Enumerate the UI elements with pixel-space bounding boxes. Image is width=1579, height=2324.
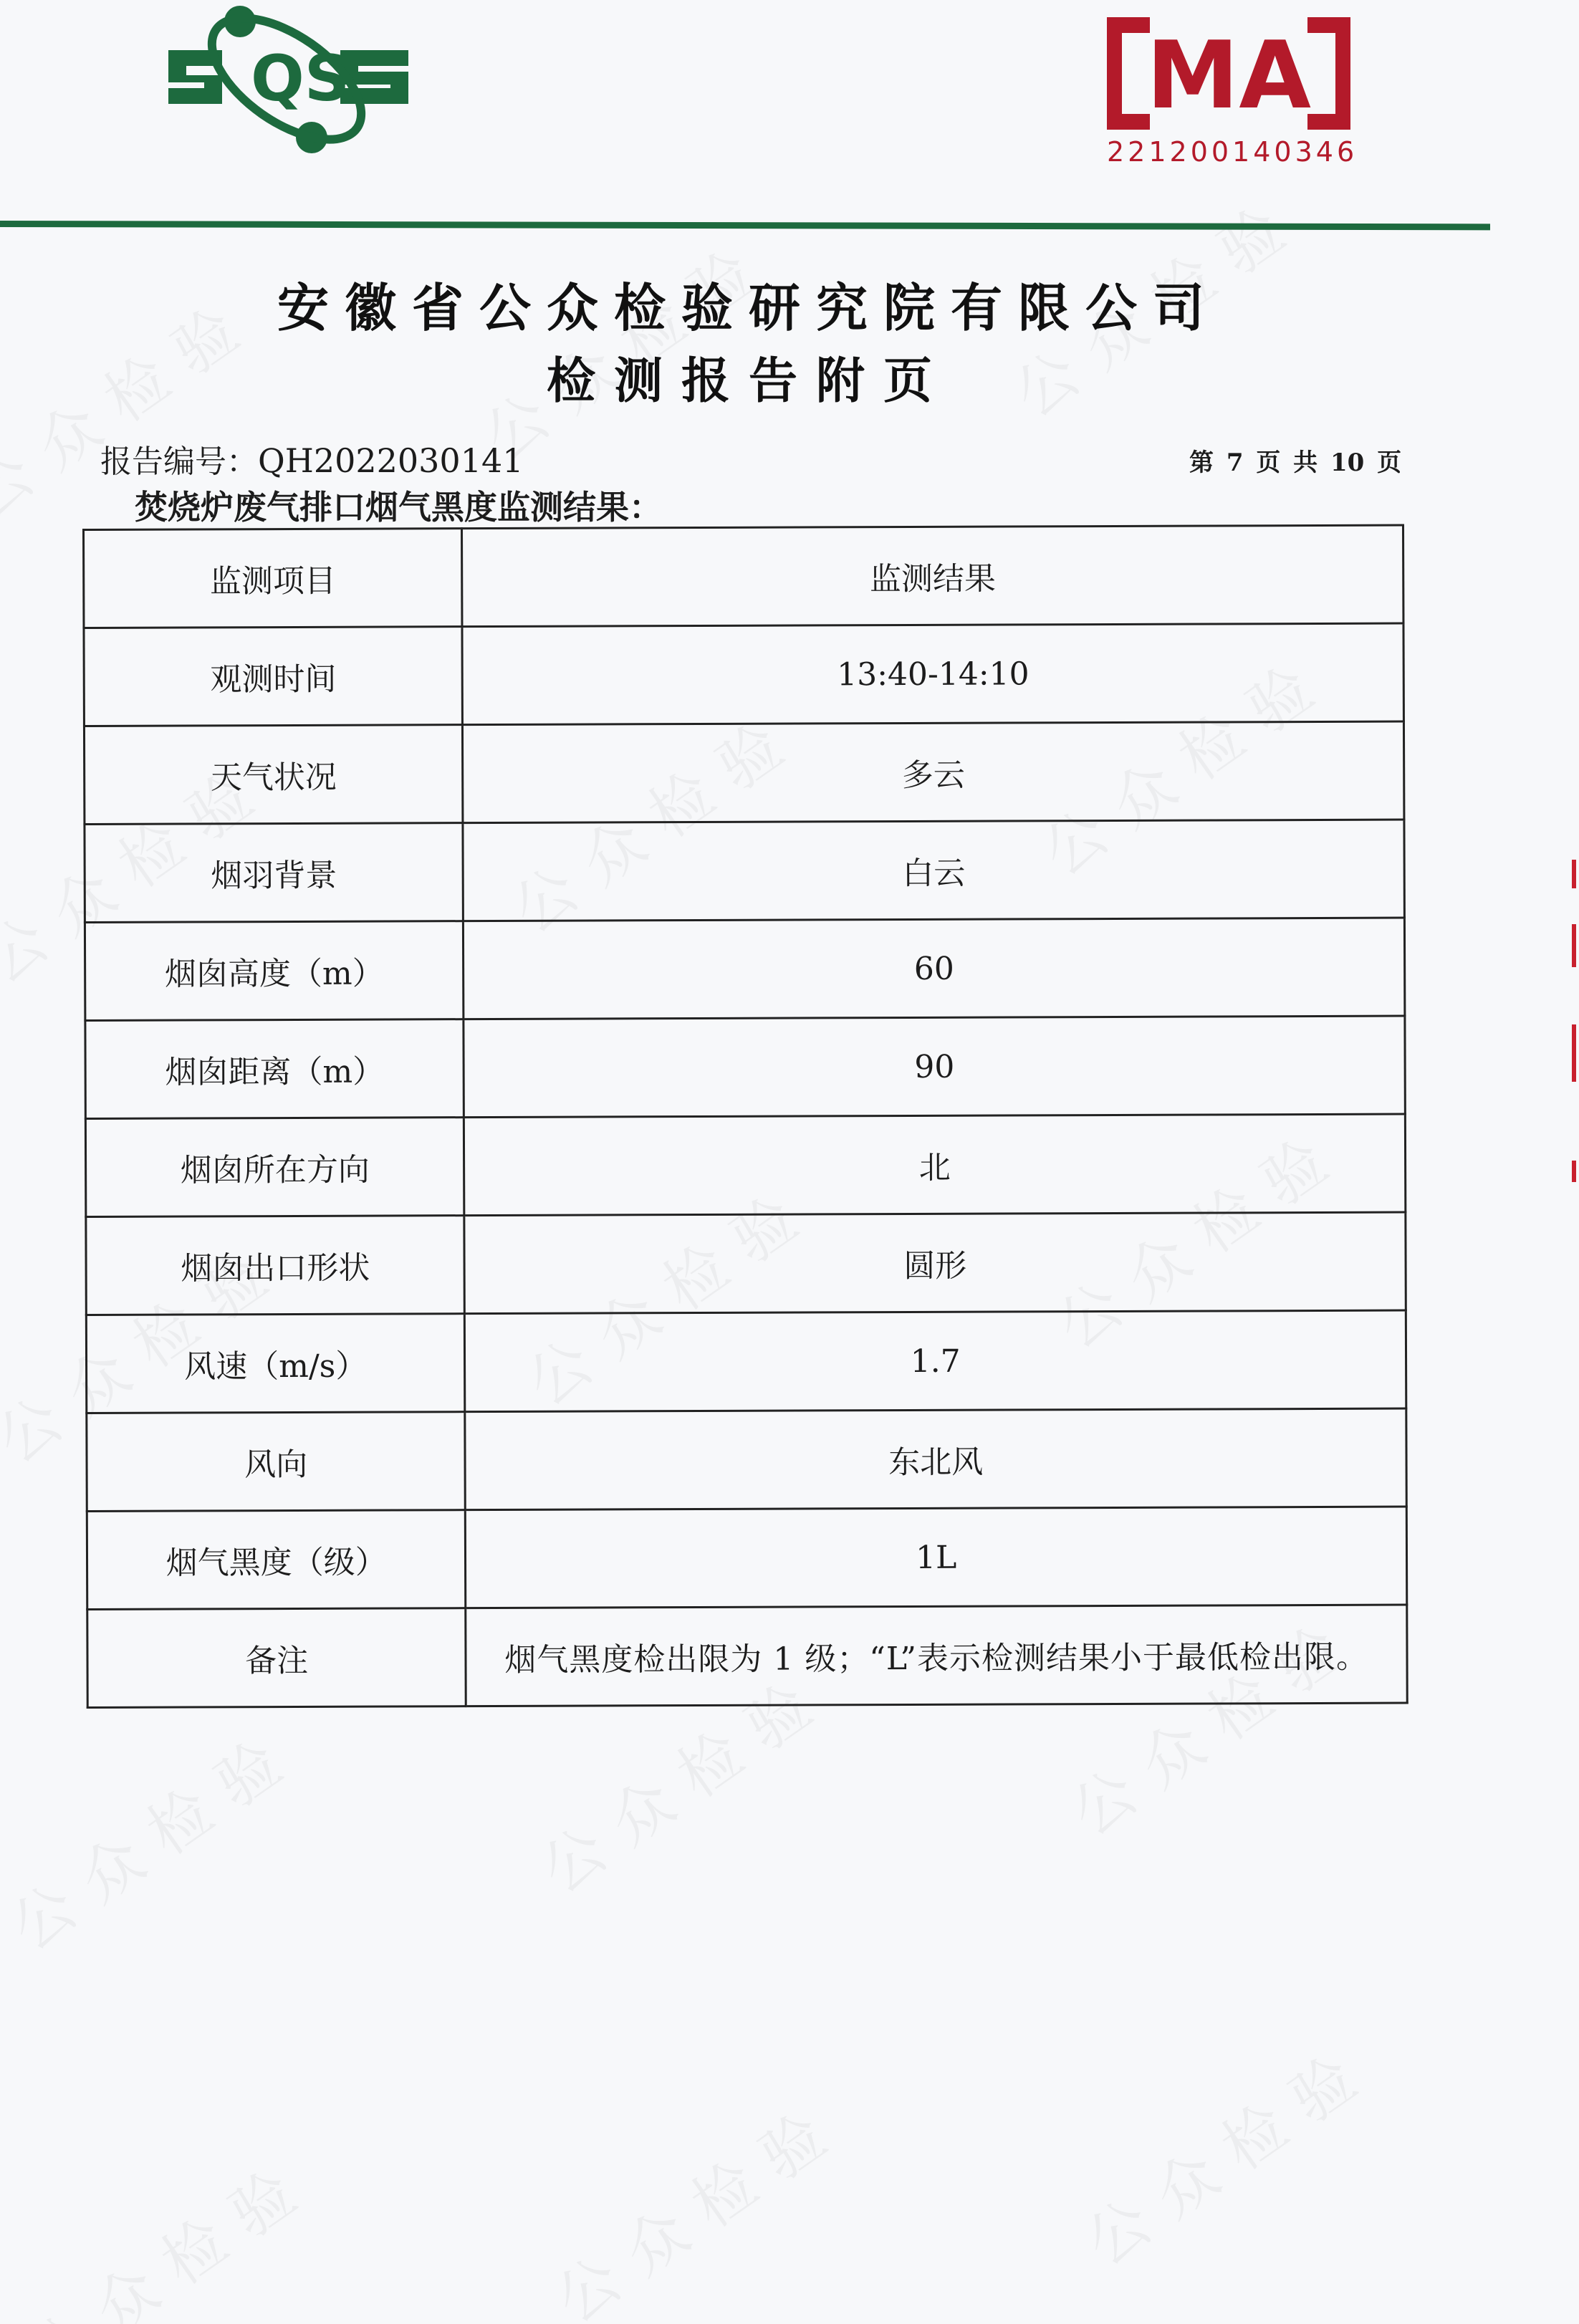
table-row (84, 623, 1403, 726)
table-row (84, 721, 1403, 824)
table-row (84, 525, 1403, 628)
table-row (85, 820, 1404, 922)
report-subtitle: 检测报告附页 (546, 353, 951, 410)
header-divider (0, 221, 1490, 230)
watermark-text (0, 1704, 314, 1967)
cma-seal-icon (1107, 7, 1350, 136)
row-value: 多云 (463, 721, 1404, 823)
table-row (87, 1605, 1407, 1707)
row-label: 烟囱所在方向 (85, 1118, 464, 1217)
report-number-label: 报告编号： (100, 443, 258, 480)
watermark-text (534, 2076, 858, 2324)
section-title: 焚烧炉废气排口烟气黑度监测结果： (135, 488, 662, 527)
table-row (86, 1212, 1406, 1315)
row-value: 东北风 (465, 1408, 1406, 1510)
row-label: 烟囱距离（m） (85, 1019, 464, 1119)
row-value: 白云 (463, 820, 1404, 921)
watermark-text (4, 2133, 327, 2324)
table-row (85, 1114, 1405, 1216)
report-number-value: QH2022030141 (258, 441, 524, 480)
row-label: 烟囱出口形状 (86, 1216, 465, 1315)
row-value: 监测结果 (462, 525, 1403, 627)
page-indicator: 第 7 页 共 10 页 (1189, 448, 1402, 477)
row-label: 观测时间 (84, 627, 463, 726)
company-logo (133, 0, 419, 158)
table-row (86, 1310, 1406, 1413)
row-value: 北 (464, 1114, 1406, 1216)
row-label: 备注 (87, 1608, 466, 1708)
row-value: 1L (466, 1507, 1407, 1608)
row-value: 1.7 (465, 1310, 1406, 1412)
row-label: 烟气黑度（级） (87, 1510, 466, 1610)
watermark-text (1065, 2019, 1388, 2282)
report-number (100, 436, 524, 481)
table-row (87, 1507, 1406, 1609)
row-value: 90 (464, 1016, 1405, 1118)
qs-logo-icon (133, 0, 419, 158)
table-row (85, 1016, 1405, 1118)
logo-lettering: QS (251, 42, 350, 115)
table-row (87, 1408, 1406, 1511)
cma-lettering: MA (1146, 21, 1311, 130)
row-value: 60 (464, 918, 1405, 1019)
row-label: 风速（m/s） (86, 1314, 465, 1413)
row-value: 圆形 (464, 1212, 1406, 1314)
cma-certificate-number: 221200140346 (1107, 136, 1358, 168)
results-table (82, 524, 1408, 1709)
row-label: 监测项目 (84, 529, 463, 628)
row-label: 风向 (87, 1412, 466, 1512)
table-row (85, 918, 1404, 1020)
row-label: 烟羽背景 (85, 823, 464, 923)
row-value: 13:40-14:10 (462, 623, 1403, 725)
company-name: 安徽省公众检验研究院有限公司 (277, 278, 1220, 338)
cma-mark (1107, 7, 1358, 179)
remarks-value: 烟气黑度检出限为 1 级；“L”表示检测结果小于最低检出限。 (466, 1605, 1407, 1706)
seam-seal-fragment-icon (1570, 860, 1578, 1218)
row-label: 烟囱高度（m） (85, 921, 464, 1021)
row-label: 天气状况 (84, 725, 463, 825)
